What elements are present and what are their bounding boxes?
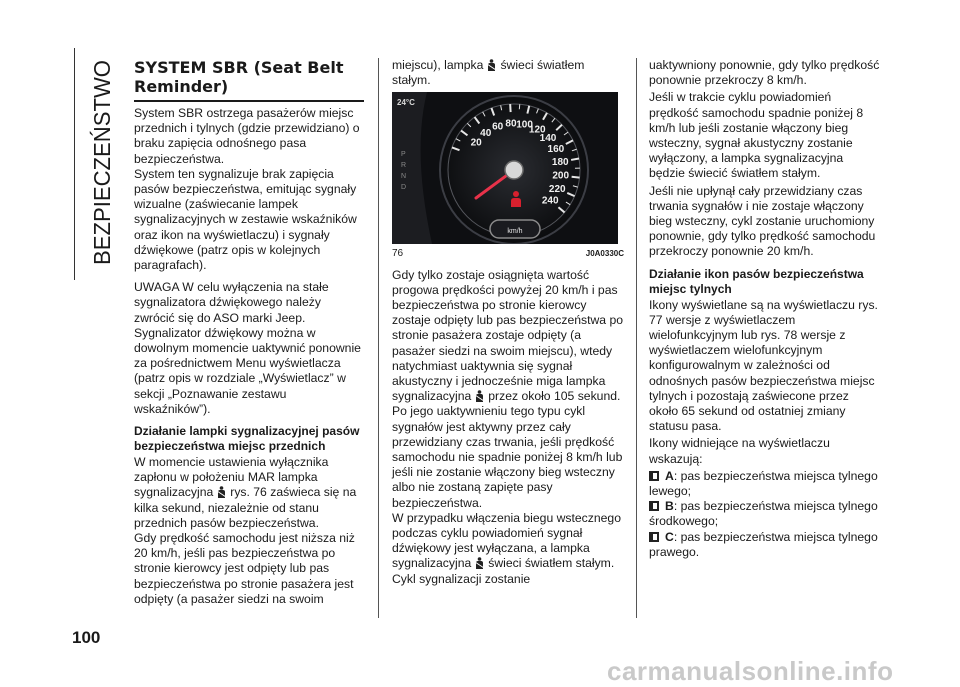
- speed-tick-label: 200: [552, 171, 569, 182]
- subheading: Działanie lampki sygnalizacyjnej pasów bezpieczeństwa miejsc przednich: [134, 424, 364, 454]
- rear-seat-icon: [649, 532, 659, 542]
- paragraph: [134, 455, 364, 531]
- gear-indicator: P: [401, 151, 406, 158]
- column-divider: [636, 58, 637, 618]
- speed-tick-label: 100: [516, 120, 533, 131]
- seatbelt-warning-icon: [474, 557, 485, 569]
- item-letter: C: [665, 530, 674, 544]
- speedometer-illustration: [392, 92, 618, 244]
- list-item: [649, 530, 881, 560]
- column-2: [392, 58, 624, 594]
- item-text: : pas bezpieczeństwa miejsca tylnego środkowego;: [649, 499, 878, 528]
- paragraph: Ikony widniejące na wyświetlaczu wskazują:: [649, 436, 881, 466]
- text: miejscu), lampka: [392, 58, 483, 72]
- speed-tick-label: 160: [548, 145, 565, 156]
- list-item: [649, 469, 881, 499]
- paragraph: Jeśli nie upłynął cały przewidziany czas trwania sygnałów i nie zostaje włączony bieg wsteczny, cykl zostanie uruchomiony ponownie, gdy tylko prędkość samochodu przekroczy ponownie 20 km/h.: [649, 184, 881, 260]
- gear-indicator: R: [401, 162, 406, 169]
- section-title-text: BEZPIECZEŃSTWO: [89, 60, 115, 265]
- speed-tick-label: 180: [552, 157, 569, 168]
- figure-caption: [392, 246, 624, 261]
- paragraph: System SBR ostrzega pasażerów miejsc przednich i tylnych (gdzie przewidziano) o braku zapięcia odnośnego pasa bezpieczeństwa.: [134, 106, 364, 167]
- text: przez około 105 sekund.: [488, 389, 620, 403]
- text: świeci światłem stałym.: [392, 58, 584, 87]
- speed-unit-label: km/h: [507, 228, 522, 235]
- speed-tick-label: 40: [480, 128, 492, 139]
- subheading: Działanie ikon pasów bezpieczeństwa miejsc tylnych: [649, 267, 881, 297]
- item-letter: A: [665, 469, 674, 483]
- paragraph: [392, 268, 624, 405]
- figure-code: J0A0330C: [586, 246, 624, 261]
- column-3: [649, 58, 881, 560]
- paragraph: Gdy prędkość samochodu jest niższa niż 20 km/h, jeśli pas bezpieczeństwa po stronie kierowcy jest odpięty lub pas bezpieczeństwa po stronie pasażera jest odpięty (a pasażer siedzi na swoim: [134, 531, 364, 607]
- instrument-cluster-figure: [392, 92, 618, 244]
- side-rule: [74, 48, 75, 280]
- gear-indicator: N: [401, 173, 406, 180]
- list-item: [649, 499, 881, 529]
- rear-seat-icon: [649, 501, 659, 511]
- gear-indicator: D: [401, 184, 406, 191]
- paragraph: UWAGA W celu wyłączenia na stałe sygnalizatora dźwiękowego należy zwrócić się do ASO marki Jeep. Sygnalizator dźwiękowy można w dowolnym momencie uaktywnić ponownie za pośrednictwem Menu wyświetlacza (patrz opis w rozdziale „Wyświetlacz” w sekcji „Poznawanie zestawu wskaźników”).: [134, 280, 364, 417]
- item-letter: B: [665, 499, 674, 513]
- temperature-readout: 24°C: [397, 98, 415, 107]
- speed-tick-label: 240: [542, 196, 559, 207]
- text: świeci światłem stałym. Cykl sygnalizacji zostanie: [392, 556, 614, 585]
- seatbelt-warning-icon: [216, 486, 227, 498]
- speed-tick: [572, 177, 580, 178]
- text: rys. 76 zaświeca się na kilka sekund, niezależnie od stanu przednich pasów bezpieczeństwa.: [134, 485, 356, 529]
- speed-tick-label: 120: [529, 125, 546, 136]
- speed-tick-label: 60: [492, 122, 504, 133]
- paragraph: uaktywniony ponownie, gdy tylko prędkość ponownie przekroczy 8 km/h.: [649, 58, 881, 88]
- text: W momencie ustawienia wyłącznika zapłonu w położeniu MAR lampka sygnalizacyjna: [134, 455, 328, 499]
- figure-number: 76: [392, 246, 403, 261]
- text: W przypadku włączenia biegu wstecznego podczas cyklu powiadomień sygnał dźwiękowy jest wyłączana, a lampka sygnalizacyjna: [392, 511, 621, 571]
- watermark: carmanualsonline.info: [607, 656, 893, 687]
- speed-tick-label: 20: [471, 138, 483, 149]
- paragraph: System ten sygnalizuje brak zapięcia pasów bezpieczeństwa, emitując sygnały wizualne (zaświecanie lampek sygnalizacyjnych w zestawie wskaźników oraz ikon na wyświetlaczu) i sygnały dźwiękowe (patrz opis w kolejnych paragrafach).: [134, 167, 364, 273]
- speed-tick-label: 80: [505, 119, 517, 130]
- paragraph: [392, 511, 624, 587]
- section-title-vertical: [82, 60, 118, 265]
- page-number: 100: [72, 628, 100, 648]
- speed-tick: [571, 159, 579, 160]
- section-heading: SYSTEM SBR (Seat Belt Reminder): [134, 58, 364, 102]
- seatbelt-warning-icon: [474, 390, 485, 402]
- column-1: [134, 58, 364, 614]
- paragraph: [392, 58, 624, 88]
- column-divider: [378, 58, 379, 618]
- seatbelt-warning-icon: [486, 59, 497, 71]
- paragraph: Ikony wyświetlane są na wyświetlaczu rys. 77 wersje z wyświetlaczem wielofunkcyjnym lub rys. 78 wersje z wyświetlaczem wielofunkcyjnym konfigurowalnym w zależności od odnośnych pasów bezpieczeństwa miejsc tylnych i pozostają zaświecone przez około 65 sekund od ostatniej zmiany statusu pasa.: [649, 298, 881, 435]
- paragraph: Jeśli w trakcie cyklu powiadomień prędkość samochodu spadnie poniżej 8 km/h lub jeśli zostanie włączony bieg wsteczny, sygnał akustyczny zostanie wyłączony, a lampka sygnalizacyjna będzie świecić światłem stałym.: [649, 90, 881, 181]
- speed-tick-label: 220: [549, 184, 566, 195]
- rear-seat-icon: [649, 471, 659, 481]
- text: Gdy tylko zostaje osiągnięta wartość progowa prędkości powyżej 20 km/h i pas bezpieczeństwa po stronie kierowcy zostaje odpięty lub pas bezpieczeństwa po stronie pasażera zostaje odpięty (a pasażer siedzi na swoim miejscu), wtedy natychmiast uaktywnia się sygnał akustyczny i jednocześnie miga lampka sygnalizacyjna: [392, 268, 623, 404]
- item-text: : pas bezpieczeństwa miejsca tylnego lewego;: [649, 469, 878, 498]
- item-text: : pas bezpieczeństwa miejsca tylnego prawego.: [649, 530, 878, 559]
- speed-tick-label: 140: [540, 133, 557, 144]
- paragraph: Po jego uaktywnieniu tego typu cykl sygnałów jest aktywny przez cały przewidziany czas trwania, jeśli prędkość samochodu nie spadnie poniżej 8 km/h lub jeśli nie zostanie włączony bieg wsteczny albo nie zostaną zapięte pasy bezpieczeństwa.: [392, 404, 624, 510]
